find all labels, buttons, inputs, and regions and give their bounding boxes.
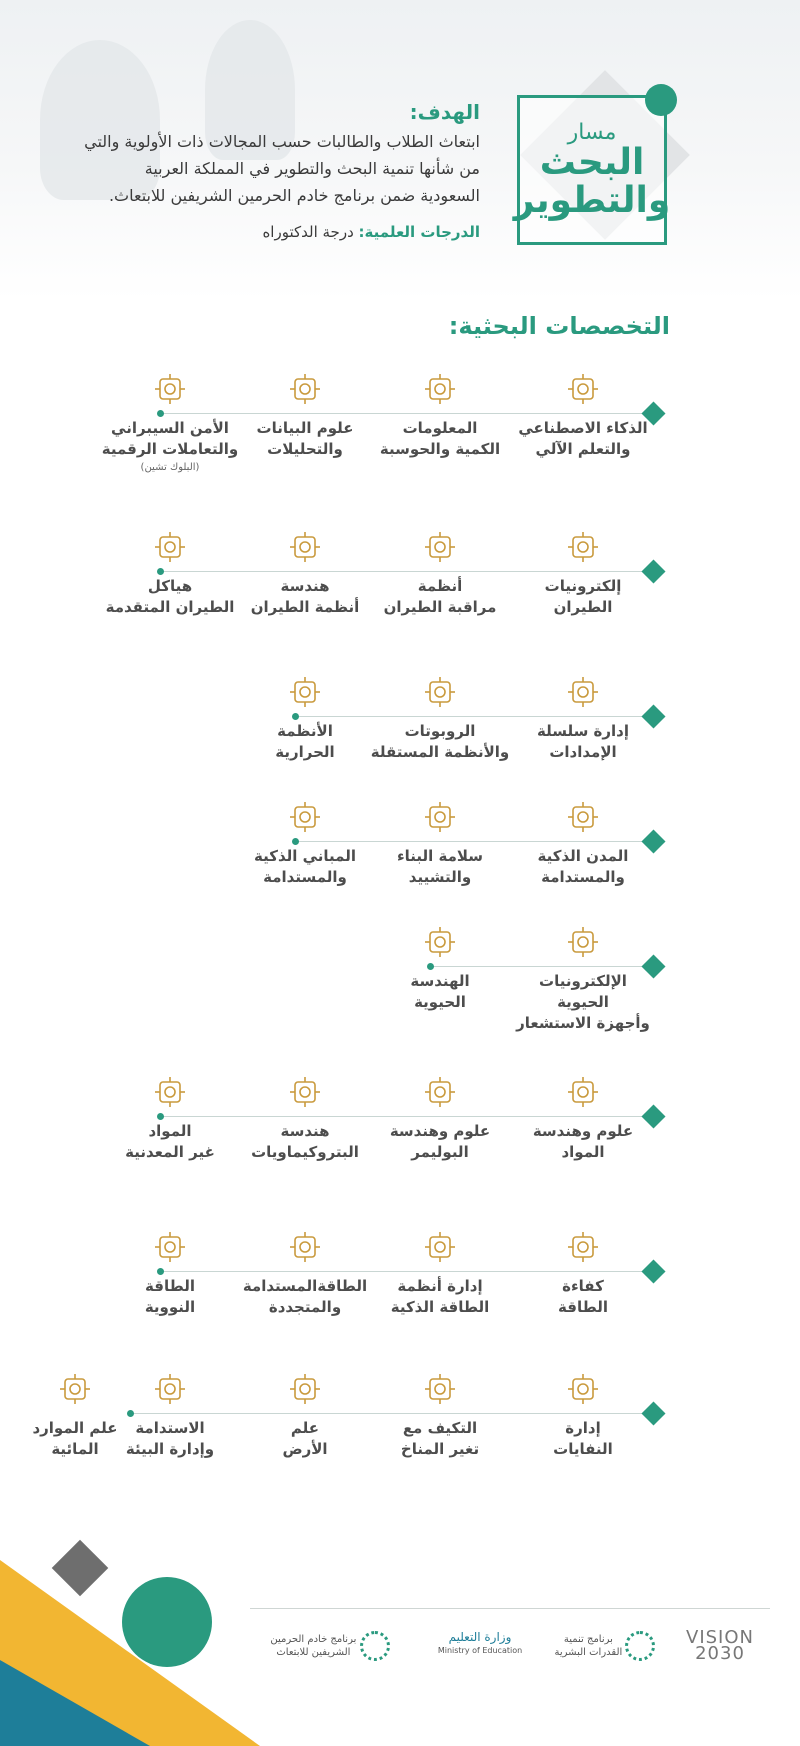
specialty-item [235, 800, 375, 888]
specialty-label: المدن الذكية والمستدامة [537, 847, 629, 886]
vision-2030-text: VISION 2030 [686, 1627, 754, 1664]
wind-solar-icon [420, 1230, 460, 1266]
footer-decoration [0, 1530, 260, 1746]
specialty-item [235, 372, 375, 460]
waste-bin-icon [563, 1372, 603, 1408]
smart-city-icon [563, 800, 603, 836]
plane-circuit-icon [563, 530, 603, 566]
bar-chart-icon [285, 372, 325, 408]
specialty-label: هياكل الطيران المتقدمة [105, 577, 235, 616]
specialty-item [235, 675, 375, 763]
track-title-top: مسار [567, 119, 617, 145]
specialty-label: الأمن السيبراني والتعاملات الرقمية [101, 419, 239, 458]
sensor-icon [563, 925, 603, 961]
climate-icon [420, 1372, 460, 1408]
hcdp-logo [550, 1631, 660, 1661]
specialty-item [100, 1230, 240, 1318]
specialty-item [513, 925, 653, 1034]
specialty-label: علوم وهندسة المواد [532, 1122, 634, 1161]
eco-hand-icon [150, 1372, 190, 1408]
vision-2030-logo [680, 1627, 760, 1664]
specialty-item [370, 1372, 510, 1460]
crane-icon [420, 800, 460, 836]
specialty-label: الإلكترونيات الحيوية وأجهزة الاستشعار [516, 972, 650, 1032]
polymer-molecule-icon [420, 1075, 460, 1111]
nuclear-plant-icon [150, 1230, 190, 1266]
factory-heat-icon [285, 675, 325, 711]
specialty-item [100, 530, 240, 618]
hcdp-text: برنامج تنمية القدرات البشرية [554, 1634, 623, 1658]
specialty-label: علم الأرض [282, 1419, 328, 1458]
mining-icon [150, 1075, 190, 1111]
degree-line [80, 223, 480, 241]
boxes-icon [563, 675, 603, 711]
green-circle [122, 1577, 212, 1667]
specialty-label: الروبوتات والأنظمة المستقلة [370, 722, 510, 761]
track-title-line2: والتطوير [513, 179, 671, 221]
specialty-label: التكيف مع تغير المناخ [400, 1419, 480, 1458]
specialty-label: إدارة النفايات [553, 1419, 613, 1458]
computer-gear-icon [420, 372, 460, 408]
specialty-label: إدارة سلسلة الإمدادات [536, 722, 630, 761]
track-title-box [513, 95, 671, 245]
specialty-label: علوم وهندسة البوليمر [389, 1122, 491, 1161]
solar-panel-icon [285, 1230, 325, 1266]
track-title-line1: البحث [539, 141, 645, 183]
radar-tower-icon [420, 530, 460, 566]
specialty-item [235, 1075, 375, 1163]
goal-block [80, 100, 480, 241]
specialty-item [513, 1230, 653, 1318]
moe-logo [425, 1631, 535, 1657]
specialty-label: أنظمة مراقبة الطيران [383, 577, 497, 616]
blockchain-icon [150, 372, 190, 408]
specialty-item [513, 1075, 653, 1163]
section-title: التخصصات البحثية: [448, 312, 670, 340]
specialty-label: المعلومات الكمية والحوسبة [379, 419, 501, 458]
specialty-label: الأنظمة الحرارية [275, 722, 335, 761]
specialty-label: المواد غير المعدنية [125, 1122, 215, 1161]
specialty-item [100, 372, 240, 473]
specialty-label: الذكاء الاصطناعي والتعلم الآلي [518, 419, 648, 458]
specialty-item [235, 1230, 375, 1318]
specialty-item [100, 1075, 240, 1163]
specialty-item [370, 675, 510, 763]
specialty-label: الهندسة الحيوية [410, 972, 470, 1011]
gray-diamond [52, 1540, 109, 1597]
airplane-icon [150, 530, 190, 566]
specialty-label: المباني الذكية والمستدامة [254, 847, 356, 886]
moe-text-en: Ministry of Education [437, 1646, 523, 1655]
scholarship-text: برنامج خادم الحرمين الشريفين للابتعاث [270, 1634, 357, 1658]
specialty-item [513, 1372, 653, 1460]
specialty-item [5, 1372, 145, 1460]
specialty-item [370, 1075, 510, 1163]
specialty-item [370, 800, 510, 888]
specialty-label: إلكترونيات الطيران [544, 577, 622, 616]
specialty-item [235, 530, 375, 618]
specialty-label: الطاقةالمستدامة والمتجددة [242, 1277, 368, 1316]
specialty-label: هندسة أنظمة الطيران [250, 577, 360, 616]
energy-bulb-icon [563, 1230, 603, 1266]
specialty-item [370, 925, 510, 1013]
moe-text: وزارة التعليم [448, 1630, 512, 1644]
specialty-item [235, 1372, 375, 1460]
specialty-label: سلامة البناء والتشييد [396, 847, 484, 886]
water-drop-icon [55, 1372, 95, 1408]
earth-globe-icon [285, 1372, 325, 1408]
degree-label: الدرجات العلمية: [358, 223, 480, 241]
scholarship-logo [255, 1631, 405, 1661]
goal-heading: الهدف: [409, 100, 480, 124]
globe-network-icon [285, 530, 325, 566]
lab-flask-icon [420, 925, 460, 961]
partner-logos [250, 1608, 770, 1678]
specialty-item [370, 1230, 510, 1318]
petrochemical-plant-icon [285, 1075, 325, 1111]
specialty-item [370, 530, 510, 618]
goal-text: ابتعاث الطلاب والطالبات حسب المجالات ذات الأولوية والتي من شأنها تنمية البحث والتطوير في المملكة العربية السعودية ضمن برنامج خادم الحرمين الشريفين للابتعاث. [84, 132, 480, 205]
decorative-dot [645, 84, 677, 116]
ai-chip-icon [563, 372, 603, 408]
specialty-label: كفاءة الطاقة [558, 1277, 608, 1316]
materials-icon [563, 1075, 603, 1111]
specialty-item [513, 372, 653, 460]
specialty-label: هندسة البتروكيماويات [251, 1122, 359, 1161]
specialty-label: الطاقة النووية [144, 1277, 196, 1316]
robot-arm-icon [420, 675, 460, 711]
specialty-note: (البلوك تشين) [140, 462, 200, 473]
specialty-item [513, 675, 653, 763]
scholarship-mark-icon [360, 1631, 390, 1661]
specialty-item [513, 800, 653, 888]
specialty-label: علوم البيانات والتحليلات [256, 419, 354, 458]
specialty-item [370, 372, 510, 460]
specialty-label: علم الموارد المائية [32, 1419, 118, 1458]
smart-building-icon [285, 800, 325, 836]
specialty-item [513, 530, 653, 618]
degree-value: درجة الدكتوراه [262, 223, 354, 241]
specialty-label: إدارة أنظمة الطاقة الذكية [390, 1277, 490, 1316]
specialty-label: الاستدامة وإدارة البيئة [125, 1419, 215, 1458]
hcdp-mark-icon [625, 1631, 655, 1661]
